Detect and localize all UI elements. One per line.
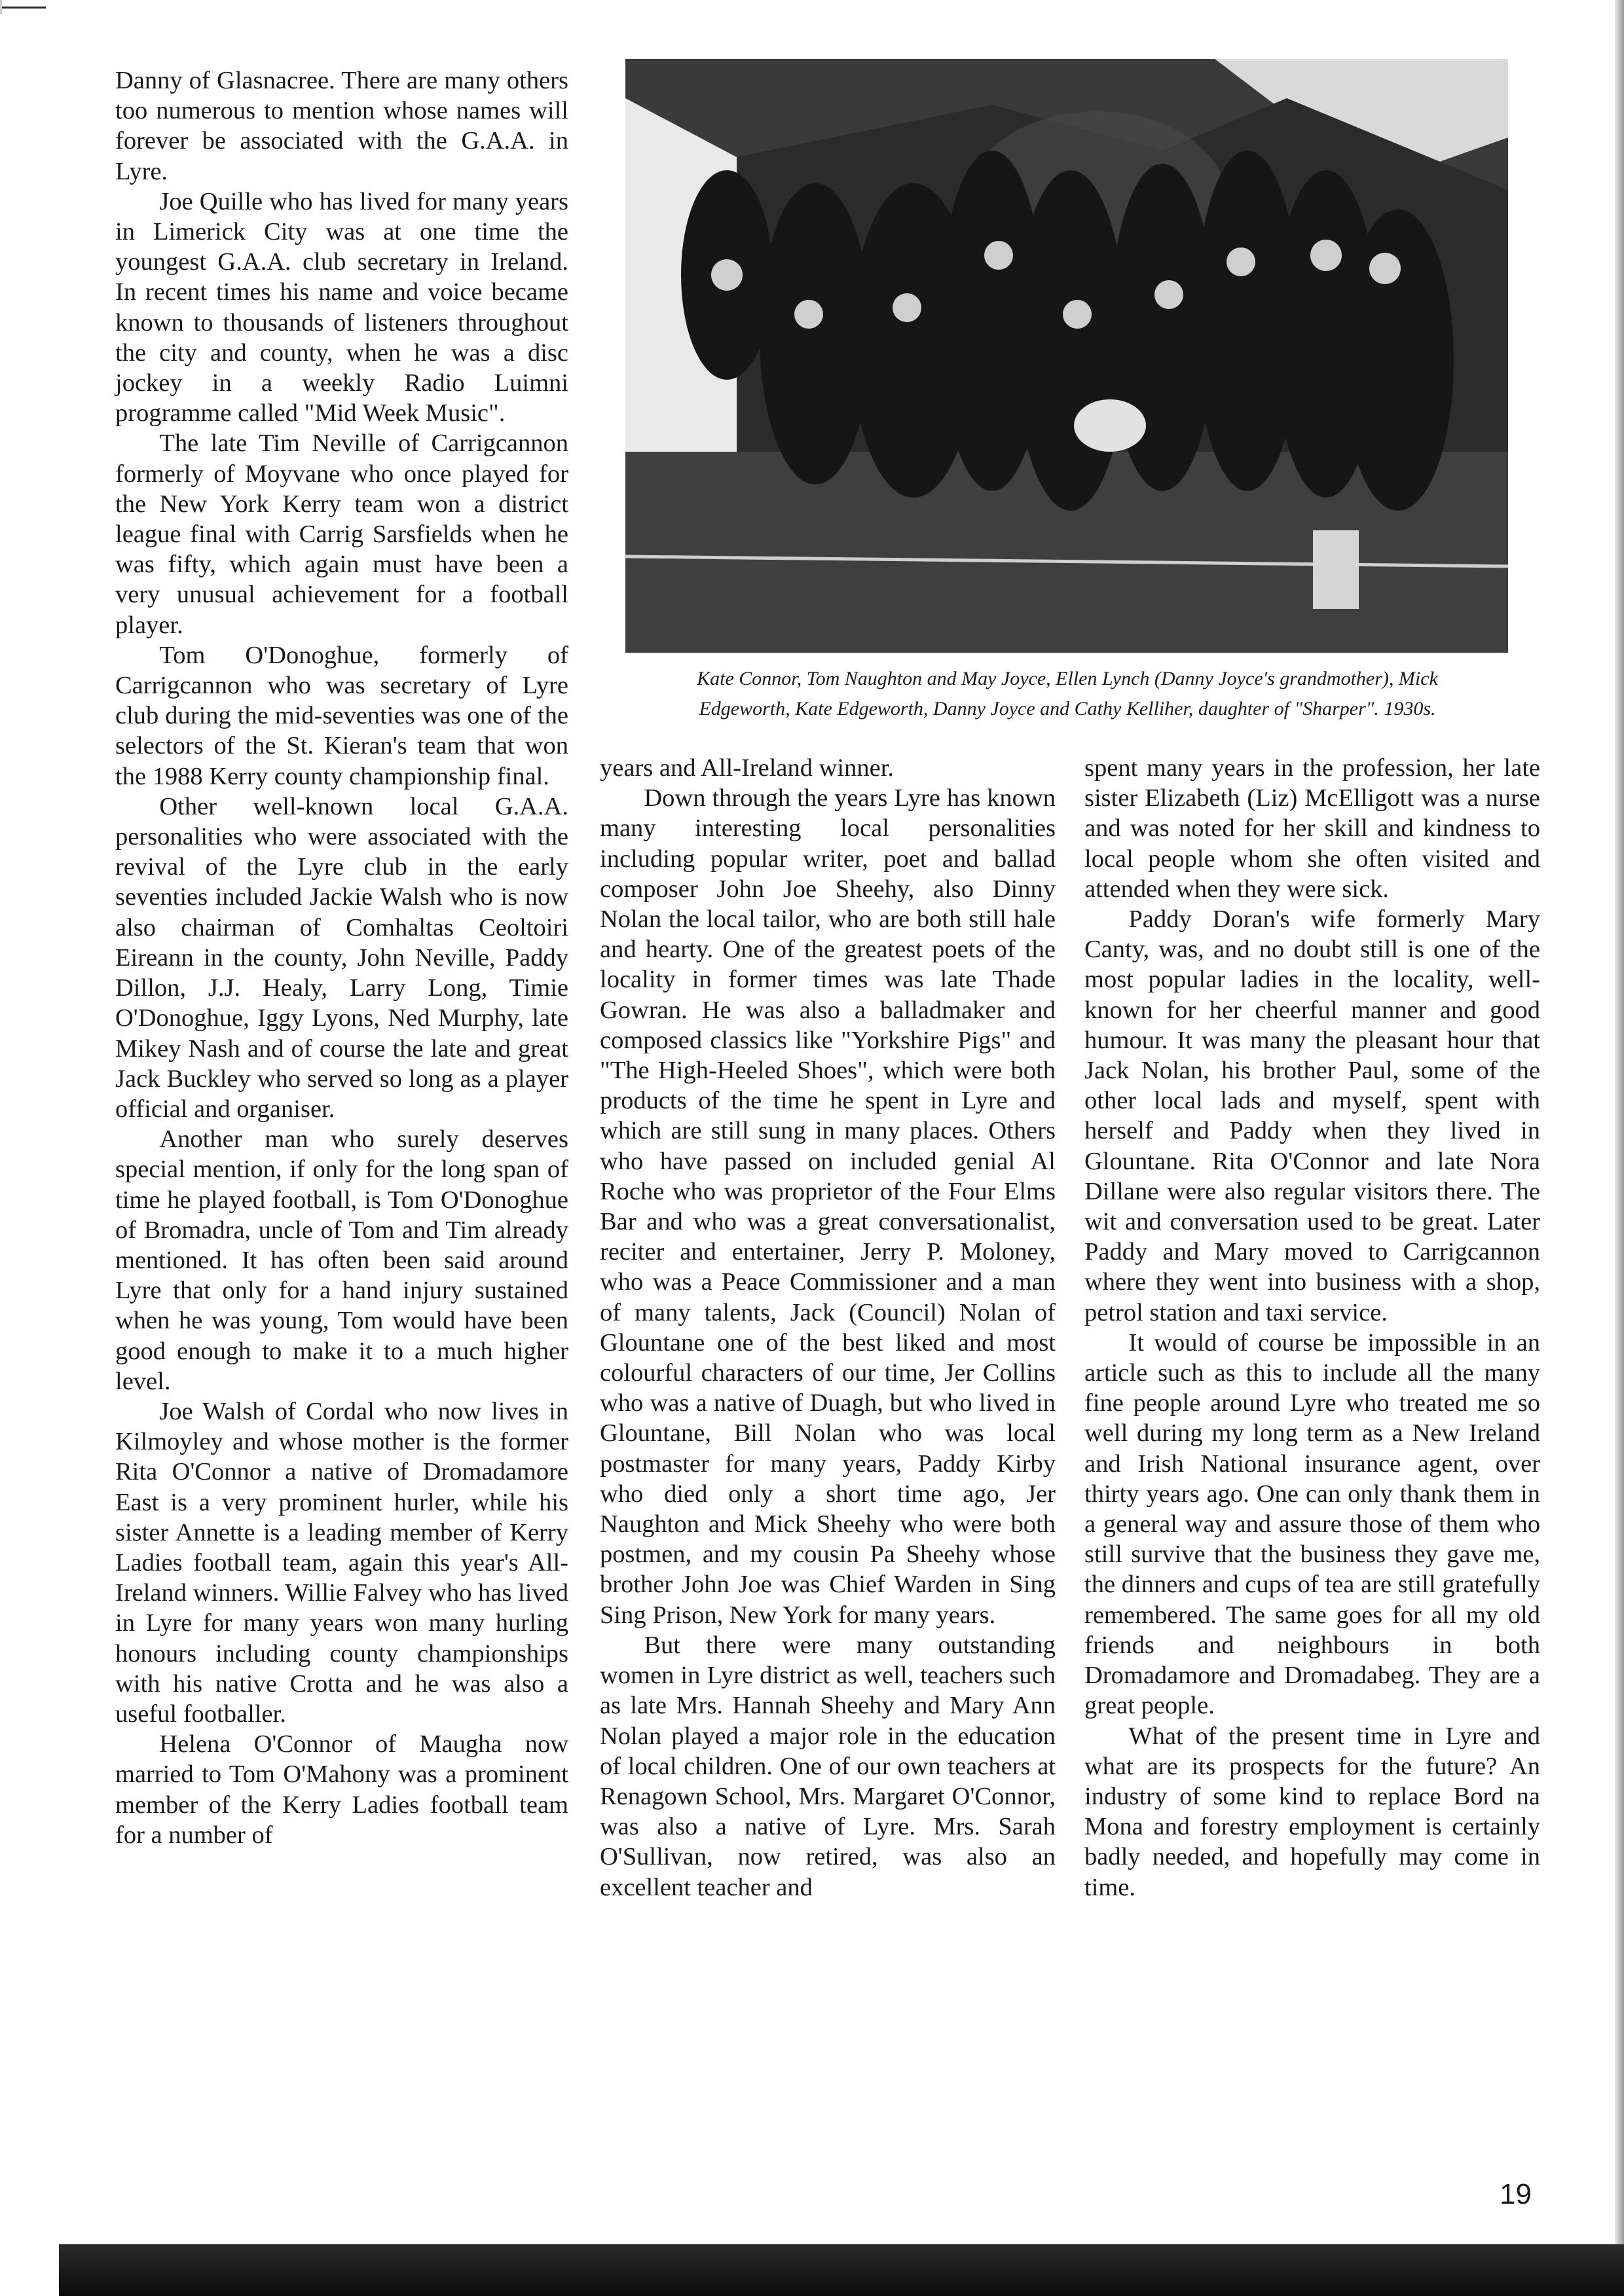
paragraph: Tom O'Donoghue, formerly of Carrigcannon who was secretary of Lyre club during the mid-seventies was one of the selectors of the St. Kieran's team that won the 1988 Kerry county championship final. <box>115 641 568 790</box>
paragraph: Danny of Glasnacree. There are many others too numerous to mention whose names will forever be associated with the G.A.A. in Lyre. <box>115 67 568 185</box>
caption-line-1: Kate Connor, Tom Naughton and May Joyce, Ellen Lynch (Danny Joyce's grandmother), Mick <box>697 668 1438 689</box>
paragraph: What of the present time in Lyre and what are its prospects for the future? An industry of some kind to replace Bord na Mona and forestry employment is certainly badly needed, and hopefully may come in time. <box>1084 1722 1540 1901</box>
paragraph: years and All-Ireland winner. <box>600 754 895 782</box>
text-column-2 <box>600 753 1056 1903</box>
paragraph: Another man who surely deserves special mention, if only for the long span of time he played football, is Tom O'Donoghue of Bromadra, uncle of Tom and Tim already mentioned. It has often been said around Lyre that only for a hand injury sustained when he was young, Tom would have been good enough to make it to a much higher level. <box>115 1125 568 1395</box>
paragraph: The late Tim Neville of Carrigcannon formerly of Moyvane who once played for the New York Kerry team won a district league final with Carrig Sarsfields when he was fifty, which again must have been a very unusual achievement for a football player. <box>115 429 568 639</box>
group-photograph <box>625 59 1508 653</box>
paragraph: spent many years in the profession, her late sister Elizabeth (Liz) McElligott was a nurse and was noted for her skill and kindness to local people whom she often visited and attended when they were sick. <box>1084 754 1540 903</box>
paragraph: Paddy Doran's wife formerly Mary Canty, was, and no doubt still is one of the most popular ladies in the locality, well-known for her cheerful manner and good humour. It was many the pleasant hour that Jack Nolan, his brother Paul, some of the other local lads and myself, spent with herself and Paddy when they lived in Glountane. Rita O'Connor and late Nora Dillane were also regular visitors there. The wit and conversation used to be great. Later Paddy and Mary moved to Carrigcannon where they went into business with a shop, petrol station and taxi service. <box>1084 905 1540 1326</box>
paragraph: It would of course be impossible in an article such as this to include all the many fine people around Lyre who treated me so well during my long term as a New Ireland and Irish National insurance agent, over thirty years ago. One can only thank them in a general way and assure those of them who still survive that the business they gave me, the dinners and cups of tea are still gratefully remembered. The same goes for all my old friends and neighbours in both Dromadamore and Dromadabeg. They are a great people. <box>1084 1328 1540 1720</box>
scan-shadow-bar <box>59 2244 1624 2296</box>
crop-mark-vertical <box>0 0 2 14</box>
crop-mark <box>0 7 46 9</box>
caption-line-2: Edgeworth, Kate Edgeworth, Danny Joyce and Cathy Kelliher, daughter of "Sharper". 1930s. <box>699 698 1436 720</box>
photo-illustration <box>625 59 1508 653</box>
paragraph: Other well-known local G.A.A. personalities who were associated with the revival of the Lyre club in the early seventies included Jackie Walsh who is now also chairman of Comhaltas Ceoltoiri Eireann in the county, John Neville, Paddy Dillon, J.J. Healy, Larry Long, Timie O'Donoghue, Iggy Lyons, Ned Murphy, late Mikey Nash and of course the late and great Jack Buckley who served so long as a player official and organiser. <box>115 792 568 1123</box>
paragraph: Helena O'Connor of Maugha now married to Tom O'Mahony was a prominent member of the Kerry Ladies football team for a number of <box>115 1730 568 1849</box>
text-column-3 <box>1084 753 1540 1903</box>
paragraph: But there were many outstanding women in Lyre district as well, teachers such as late Mrs. Hannah Sheehy and Mary Ann Nolan played a major role in the education of local children. One of our own teachers at Renagown School, Mrs. Margaret O'Connor, was also a native of Lyre. Mrs. Sarah O'Sullivan, now retired, was also an excellent teacher and <box>600 1631 1056 1901</box>
paragraph: Joe Walsh of Cordal who now lives in Kilmoyley and whose mother is the former Rita O'Connor a native of Dromadamore East is a very prominent hurler, while his sister Annette is a leading member of Kerry Ladies football team, again this year's All-Ireland winners. Willie Falvey who has lived in Lyre for many years won many hurling honours including county championships with his native Crotta and he was also a useful footballer. <box>115 1397 568 1728</box>
text-column-1 <box>115 65 568 1850</box>
paragraph: Down through the years Lyre has known many interesting local personalities including popular writer, poet and ballad composer John Joe Sheehy, also Dinny Nolan the local tailor, who are both still hale and hearty. One of the greatest poets of the locality in former times was late Thade Gowran. He was also a balladmaker and composed classics like "Yorkshire Pigs" and "The High-Heeled Shoes", which were both products of the time he spent in Lyre and which are still sung in many places. Others who have passed on included genial Al Roche who was proprietor of the Four Elms Bar and who was a great conversationalist, reciter and entertainer, Jerry P. Moloney, who was a Peace Commissioner and a man of many talents, Jack (Council) Nolan of Glountane one of the best liked and most colourful characters of our time, Jer Collins who was a native of Duagh, but who lived in Glountane, Bill Nolan who was local postmaster for many years, Paddy Kirby who died only a short time ago, Jer Naughton and Mick Sheehy who were both postmen, and my cousin Pa Sheehy whose brother John Joe was Chief Warden in Sing Sing Prison, New York for many years. <box>600 784 1056 1629</box>
page-edge-shadow <box>1615 0 1624 2296</box>
paragraph: Joe Quille who has lived for many years in Limerick City was at one time the youngest G.A.A. club secretary in Ireland. In recent times his name and voice became known to thousands of listeners throughout the city and county, when he was a disc jockey in a weekly Radio Luimni programme called "Mid Week Music". <box>115 187 568 428</box>
photo-caption <box>616 664 1519 724</box>
page-number: 19 <box>1500 2178 1532 2210</box>
